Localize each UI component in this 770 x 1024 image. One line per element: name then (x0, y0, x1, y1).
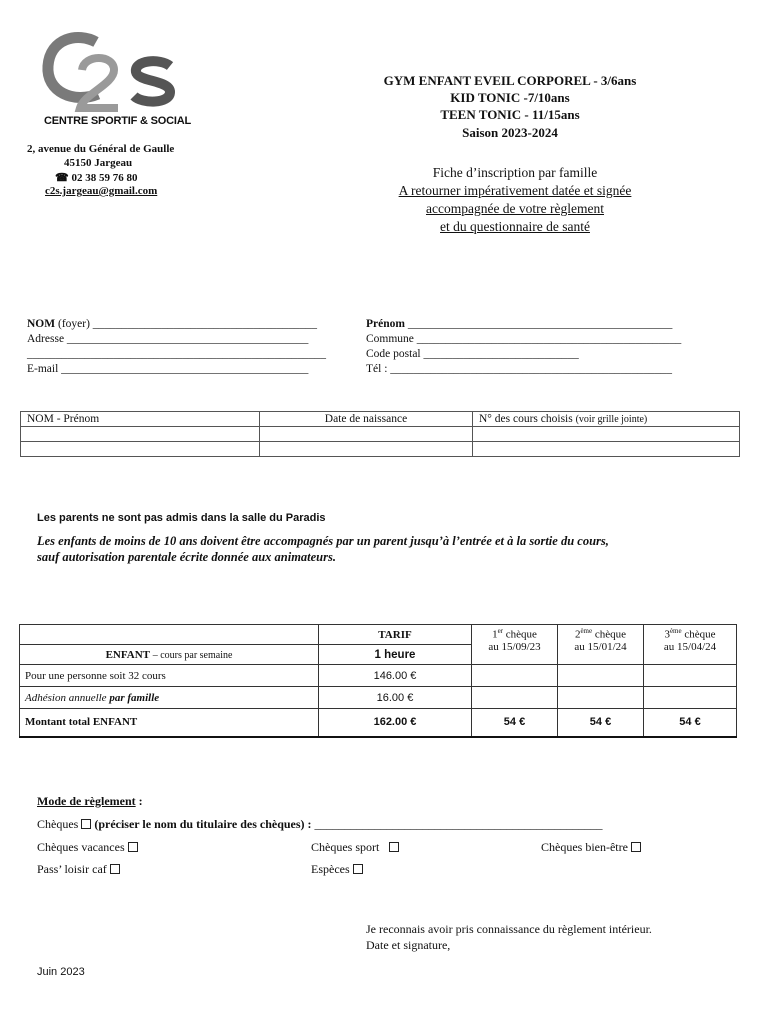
pass-loisir-option[interactable] (37, 862, 120, 877)
cheque3-ordinal: 3 (664, 628, 670, 641)
total-cheque3: 54 € (644, 709, 737, 737)
row-cours-label: Pour une personne soit 32 cours (20, 665, 319, 687)
cheque1-date: au 15/09/23 (488, 640, 541, 653)
cheques-sport-checkbox[interactable] (389, 842, 399, 852)
cheques-label: Chèques (37, 817, 79, 831)
col-nom-prenom: NOM - Prénom (21, 412, 260, 427)
commune-field[interactable] (366, 333, 681, 345)
cheques-sport-label: Chèques sport (311, 840, 380, 854)
child-birthdate-cell[interactable] (260, 427, 473, 442)
cheque1-ordinal: 1 (492, 628, 498, 641)
pass-loisir-checkbox[interactable] (110, 864, 120, 874)
pass-loisir-label: Pass’ loisir caf (37, 862, 107, 876)
logo-subtitle: CENTRE SPORTIF & SOCIAL (44, 115, 191, 127)
total-cheque2: 54 € (558, 709, 644, 737)
total-cheque1: 54 € (472, 709, 558, 737)
cheque2-word: chèque (594, 628, 627, 641)
contact-email[interactable]: c2s.jargeau@gmail.com (45, 185, 158, 197)
notice-children-line1: Les enfants de moins de 10 ans doivent être accompagnés par un parent jusqu’à l’entrée et à la sortie du cours, (37, 534, 609, 548)
prenom-field[interactable] (366, 318, 672, 330)
col-cours (473, 412, 740, 427)
child-name-cell[interactable] (21, 442, 260, 457)
cheque1-word: chèque (505, 628, 537, 641)
commune-label: Commune (366, 333, 414, 345)
payment-title-text: Mode de règlement (37, 794, 136, 808)
cheques-note: (préciser le nom du titulaire des chèques) : (94, 817, 312, 831)
col-date-naissance: Date de naissance (260, 412, 473, 427)
instruction-line2: accompagnée de votre règlement (425, 201, 605, 216)
email-label: E-mail (27, 363, 59, 375)
total-value: 162.00 € (319, 709, 472, 737)
table-header-row (21, 412, 740, 427)
tarif-table (19, 624, 737, 738)
empty-cell (558, 665, 644, 687)
child-courses-cell[interactable] (473, 427, 740, 442)
code-postal-field[interactable] (366, 348, 579, 360)
enfant-label: ENFANT (105, 648, 150, 661)
nom-suffix: (foyer) (57, 318, 90, 330)
cheque2-sup: ème (580, 627, 593, 635)
empty-cell (472, 665, 558, 687)
cheques-vacances-option[interactable] (37, 840, 138, 855)
email-line[interactable]: ___________________________________________ (61, 363, 309, 375)
notice-parents: Les parents ne sont pas admis dans la salle du Paradis (37, 512, 326, 524)
children-table (20, 411, 740, 457)
cheques-sport-option[interactable] (311, 840, 399, 855)
adresse-line[interactable]: __________________________________________ (66, 333, 309, 345)
payment-title-colon: : (138, 794, 143, 808)
code-postal-line[interactable]: ___________________________ (423, 348, 579, 360)
row-adhesion-value: 16.00 € (319, 687, 472, 709)
total-label: Montant total ENFANT (20, 709, 319, 737)
phone-icon: ☎ (55, 172, 69, 184)
cheques-checkbox[interactable] (81, 819, 91, 829)
nom-label: NOM (27, 318, 56, 330)
cheque1-sup: er (497, 627, 504, 635)
contact-phone: 02 38 59 76 80 (71, 172, 138, 184)
nom-line[interactable]: _______________________________________ (92, 318, 318, 330)
adresse-line2[interactable]: ____________________________________________________ (27, 348, 326, 360)
nom-field[interactable] (27, 318, 317, 330)
row-cours-value: 146.00 € (319, 665, 472, 687)
especes-checkbox[interactable] (353, 864, 363, 874)
table-row[interactable] (21, 442, 740, 457)
payment-cheques-row (37, 817, 603, 832)
signature-statement: Je reconnais avoir pris connaissance du règlement intérieur. (366, 922, 652, 936)
code-postal-label: Code postal (366, 348, 421, 360)
email-field[interactable] (27, 363, 308, 375)
contact-city: 45150 Jargeau (64, 157, 133, 169)
notice-children-line2: sauf autorisation parentale écrite donnée aux animateurs. (37, 550, 336, 564)
tel-label: Tél : (366, 363, 388, 375)
enfant-note: – cours par semaine (152, 649, 233, 661)
empty-cell (472, 687, 558, 709)
cheques-bien-etre-option[interactable] (541, 840, 641, 855)
prenom-line[interactable]: ______________________________________________ (407, 318, 673, 330)
table-row[interactable] (21, 427, 740, 442)
empty-cell (644, 687, 737, 709)
cheques-vacances-label: Chèques vacances (37, 840, 125, 854)
cheque3-date: au 15/04/24 (663, 640, 717, 653)
adresse-field[interactable] (27, 333, 308, 345)
adhesion-famille: par famille (109, 691, 160, 704)
especes-option[interactable] (311, 862, 363, 877)
child-birthdate-cell[interactable] (260, 442, 473, 457)
enfant-header (20, 645, 319, 665)
duration-header: 1 heure (319, 645, 472, 665)
contact-street: 2, avenue du Général de Gaulle (27, 143, 175, 155)
header-line1: GYM ENFANT EVEIL CORPOREL - 3/6ans (383, 73, 637, 88)
child-name-cell[interactable] (21, 427, 260, 442)
cheques-holder-line[interactable]: ________________________________________________ (314, 817, 603, 831)
adresse-label: Adresse (27, 333, 65, 345)
contact-phone-line (55, 171, 137, 184)
cheque3-word: chèque (684, 628, 716, 641)
payment-title (37, 794, 143, 809)
tel-line[interactable]: _________________________________________________ (390, 363, 673, 375)
cheque3-header (644, 625, 737, 665)
cheque1-header (472, 625, 558, 665)
row-adhesion-label (20, 687, 319, 709)
cheques-vacances-checkbox[interactable] (128, 842, 138, 852)
child-courses-cell[interactable] (473, 442, 740, 457)
form-title: Fiche d’inscription par famille (432, 165, 598, 180)
empty-cell (644, 665, 737, 687)
cheques-bien-etre-label: Chèques bien-être (541, 840, 628, 854)
footer-date: Juin 2023 (37, 966, 85, 978)
col-cours-label: N° des cours choisis (479, 413, 573, 425)
cheque2-header (558, 625, 644, 665)
cheque2-date: au 15/01/24 (574, 640, 627, 653)
prenom-label: Prénom (366, 318, 405, 330)
cheque2-ordinal: 2 (574, 628, 581, 641)
adhesion-label: Adhésion annuelle (25, 691, 107, 704)
commune-line[interactable]: ______________________________________________ (416, 333, 682, 345)
tarif-corner-cell (20, 625, 319, 645)
col-cours-note: (voir grille jointe) (575, 414, 648, 425)
header-season: Saison 2023-2024 (462, 125, 558, 140)
instruction-line1: A retourner impérativement datée et signée (398, 183, 632, 198)
signature-date-label: Date et signature, (366, 938, 451, 952)
especes-label: Espèces (311, 862, 350, 876)
header-line2: KID TONIC -7/10ans (450, 90, 570, 105)
tarif-header: TARIF (319, 625, 472, 645)
cheque3-sup: ème (669, 627, 682, 635)
instruction-line3: et du questionnaire de santé (440, 219, 590, 234)
tel-field[interactable] (366, 363, 672, 375)
cheques-bien-etre-checkbox[interactable] (631, 842, 641, 852)
empty-cell (558, 687, 644, 709)
header-line3: TEEN TONIC - 11/15ans (440, 107, 580, 122)
